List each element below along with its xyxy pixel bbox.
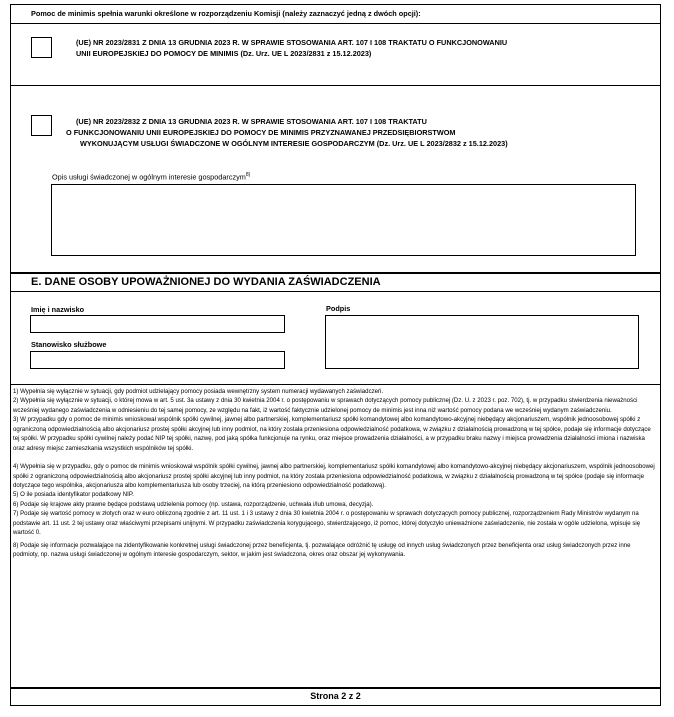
divider bbox=[10, 272, 661, 274]
footnotes bbox=[13, 387, 657, 559]
aid-conditions-header: Pomoc de minimis spełnia warunki określone w rozporządzeniu Komisji (należy zaznaczyć jedną z dwóch opcji): bbox=[31, 9, 421, 18]
footnote-1: 1) Wypełnia się wyłącznie w sytuacji, gdy podmiot udzielający pomocy posiada wewnętrzny system numeracji wydawanych zaświadczeń. bbox=[13, 388, 384, 395]
service-description-label: Opis usługi świadczonej w ogólnym interesie gospodarczym$^{8)}$ bbox=[52, 172, 251, 182]
divider bbox=[10, 291, 661, 292]
footnote-4: 4) Wypełnia się w przypadku, gdy o pomoc de minimis wnioskował wspólnik spółki cywilnej, jawnej albo partnerskiej, komplementariusz spółki komandytowej albo komandytowo-akcyjnej niebędący akcjonariuszem, wspólnik jednoosobowej spółki z ograniczoną odpowiedzialnością albo akcjonariusz prostej spółki akcyjnej lub inny podmiot, na który została przeniesiona odpowiedzialność podatkowa, w związku z działalnością prowadzoną w tej spółce (podaje się informacje dotyczące tego wspólnika, akcjonariusza albo komplementariusza lub osoby trzeciej, na którą przeniesiono odpowiedzialność podatkową). bbox=[13, 463, 655, 489]
option-2832-checkbox[interactable] bbox=[31, 115, 52, 136]
section-e-title: E. DANE OSOBY UPOWAŻNIONEJ DO WYDANIA ZAŚWIADCZENIA bbox=[31, 276, 381, 288]
footnote-2: 2) Wypełnia się wyłącznie w sytuacji, o której mowa w art. 5 ust. 3a ustawy z dnia 30 kwietnia 2004 r. o postępowaniu w sprawach dotyczących pomocy publicznej (Dz. U. z 2023 r. poz. 702), tj. w przypadku stwierdzenia nieważności wcześniej wydanego zaświadczenia w odniesieniu do tej samej pomocy, ze względu na fakt, iż wartość faktycznie udzielonej pomocy de minimis jest inna niż wartość pomocy podana we wcześniej wydanym zaświadczeniu. bbox=[13, 397, 638, 414]
divider bbox=[10, 85, 661, 86]
page-number: Strona 2 z 2 bbox=[310, 691, 361, 701]
footnote-5: 5) O ile posiada identyfikator podatkowy NIP. bbox=[13, 491, 134, 499]
divider bbox=[10, 687, 661, 689]
divider bbox=[10, 384, 661, 385]
service-description-field[interactable] bbox=[51, 184, 636, 256]
position-label: Stanowisko służbowe bbox=[31, 340, 107, 349]
signature-field[interactable] bbox=[325, 315, 639, 369]
position-field[interactable] bbox=[30, 351, 285, 369]
footnote-6: 6) Podaje się krajowe akty prawne będące podstawą udzielenia pomocy (np. ustawa, rozporządzenie, uchwała i/lub umowa, decyzja). bbox=[13, 500, 374, 508]
option-2832-label: (UE) NR 2023/2832 Z DNIA 13 GRUDNIA 2023 R. W SPRAWIE STOSOWANIA ART. 107 I 108 TRAKTATU O FUNKCJONOWANIU UNII EUROPEJSKIEJ DO POMOCY DE MINIMIS PRZYZNAWANEJ PRZEDSIĘBIORSTWOM WYKONUJĄCYM USŁUGI ŚWIADCZONE W OGÓLNYM INTERESIE GOSPODARCZYM (Dz. Urz. UE L 2023/2832 z 15.12.2023) bbox=[66, 117, 508, 148]
divider bbox=[10, 23, 661, 24]
option-2831-checkbox[interactable] bbox=[31, 37, 52, 58]
footnote-8: 8) Podaje się informacje pozwalające na zidentyfikowanie konkretnej usługi świadczonej przez beneficjenta, tj. pozwalające odróżnić tę usługę od innych usług świadczonych przez beneficjenta oraz usług świadczonych przez inne podmioty, np. nazwa usługi świadczonej w ogólnym interesie gospodarczym, sektor, w jakim jest świadczona, okres oraz obszar jej wykonywania. bbox=[13, 541, 631, 558]
signature-label: Podpis bbox=[326, 304, 351, 313]
footnote-3: 3) W przypadku gdy o pomoc de minimis wnioskował wspólnik spółki cywilnej, jawnej albo partnerskiej, komplementariusz spółki komandytowej albo komandytowo-akcyjnej niebędący akcjonariuszem, wspólnik jednoosobowej spółki z ograniczoną odpowiedzialnością albo akcjonariusz prostej spółki akcyjnej lub inny podmiot, na który została przeniesiona odpowiedzialność podatkowa, w związku z działalnością prowadzoną w tej spółce, podaje się informacje dotyczące tej spółki. W przypadku spółki cywilnej należy podać NIP tej spółki, nazwę, pod jaką spółka funkcjonuje na rynku, oraz miejsce prowadzenia działalności, a w przypadku braku nazwy i miejsca prowadzenia działalności imiona i nazwiska oraz adresy miejsc zamieszkania wszystkich wspólników tej spółki. bbox=[13, 416, 651, 452]
name-field[interactable] bbox=[30, 315, 285, 333]
option-2831-label: (UE) NR 2023/2831 Z DNIA 13 GRUDNIA 2023 R. W SPRAWIE STOSOWANIA ART. 107 I 108 TRAKTATU O FUNKCJONOWANIU UNII EUROPEJSKIEJ DO POMOCY DE MINIMIS (Dz. Urz. UE L 2023/2831 z 15.12.2023) bbox=[76, 38, 508, 58]
footnote-7: 7) Podaje się wartość pomocy w złotych oraz w euro obliczoną zgodnie z art. 11 ust. 1 i 3 ustawy z dnia 30 kwietnia 2004 r. o postępowaniu w sprawach dotyczących pomocy publicznej, rozporządzeniem Rady Ministrów wydanym na podstawie art. 11 ust. 2 tej ustawy oraz właściwymi przepisami unijnymi. W przypadku zaświadczenia korygującego, stwierdzającego, iż pomoc, której dotyczyło unieważnione zaświadczenie, nie została w ogóle udzielona, wpisuje się wartość 0. bbox=[13, 510, 641, 537]
name-label: Imię i nazwisko bbox=[31, 305, 85, 314]
